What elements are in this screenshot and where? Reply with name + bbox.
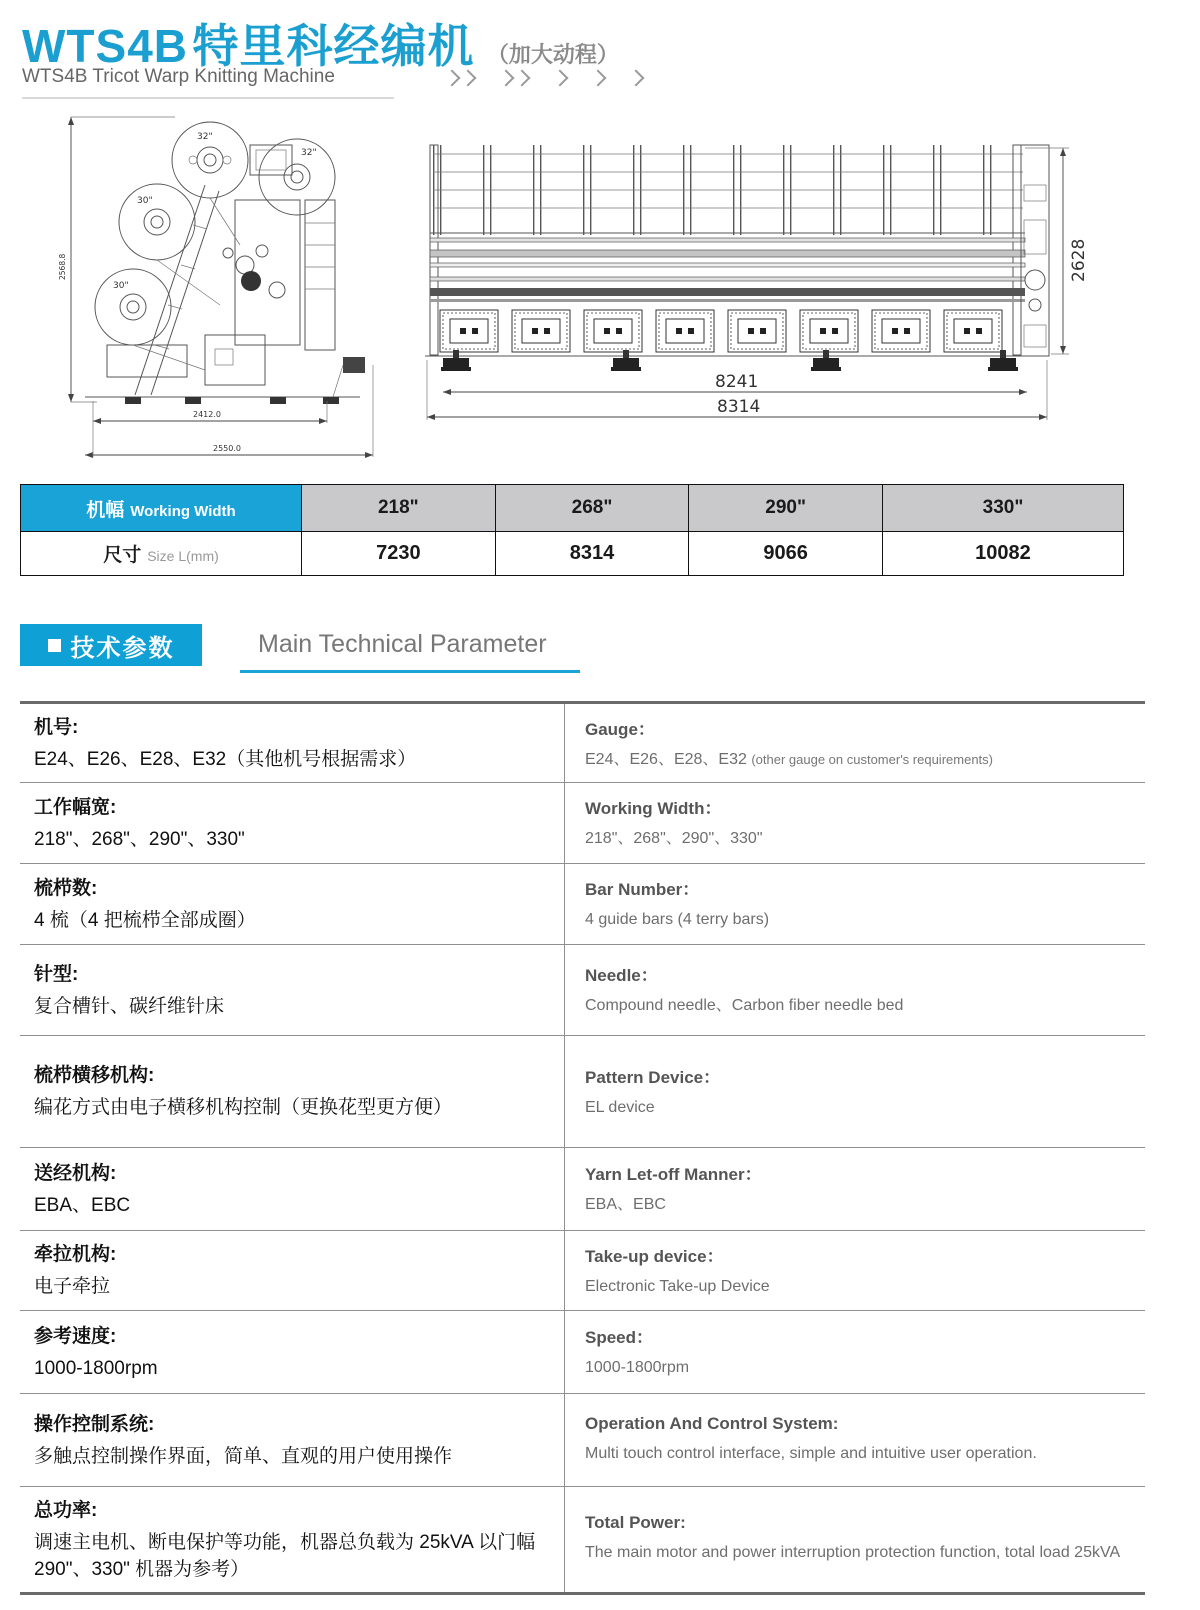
spec-en-value: Compound needle、Carbon fiber needle bed bbox=[585, 997, 904, 1015]
double-chevron-icon bbox=[442, 72, 474, 84]
spec-row-control-system bbox=[20, 1394, 1145, 1487]
machine-beams bbox=[430, 238, 1025, 302]
spec-row-yarn-letoff bbox=[20, 1148, 1145, 1231]
side-dim-inner: 2412.0 bbox=[193, 410, 221, 419]
square-bullet-icon bbox=[48, 639, 61, 652]
spec-en-cell bbox=[565, 864, 1145, 944]
warp-beam-2 bbox=[259, 139, 335, 215]
side-dim-outer: 2550.0 bbox=[213, 444, 241, 453]
spec-cn-cell bbox=[20, 1036, 565, 1147]
spec-en-value: Electronic Take-up Device bbox=[585, 1277, 770, 1295]
spec-table bbox=[20, 701, 1145, 1595]
spec-en-label: Working Width： bbox=[585, 799, 722, 819]
spec-row-pattern-device bbox=[20, 1036, 1145, 1148]
spec-en-value: The main motor and power interruption protection function, total load 25kVA bbox=[585, 1544, 1121, 1562]
size-table-header-label bbox=[21, 485, 302, 532]
spec-en-cell bbox=[565, 1036, 1145, 1147]
warp-beam-1 bbox=[172, 122, 248, 198]
side-bottom-dimensions bbox=[85, 365, 373, 458]
size-col-3: 290" bbox=[689, 485, 883, 532]
spec-en-value: 218"、268"、290"、330" bbox=[585, 830, 763, 848]
spec-row-total-power bbox=[20, 1487, 1145, 1592]
machine-feet bbox=[441, 350, 1018, 371]
working-width-table bbox=[20, 484, 1124, 576]
spec-en-value: 1000-1800rpm bbox=[585, 1359, 690, 1377]
spec-cn-cell bbox=[20, 704, 565, 782]
spec-row-needle bbox=[20, 945, 1145, 1036]
spec-cn-value: 编花方式由电子横移机构控制（更换花型更方便） bbox=[34, 1097, 453, 1119]
spec-cn-cell bbox=[20, 945, 565, 1035]
size-table-row-label bbox=[21, 532, 302, 576]
spec-cn-value: EBA、EBC bbox=[34, 1194, 131, 1216]
spec-cn-label: 梳栉横移机构: bbox=[34, 1065, 155, 1087]
spec-cn-cell bbox=[20, 1311, 565, 1393]
spec-en-value-text: E24、E26、E28、E32 bbox=[585, 750, 752, 768]
spec-cn-value: 多触点控制操作界面，简单、直观的用户使用操作 bbox=[34, 1445, 453, 1467]
spec-cn-cell bbox=[20, 1487, 565, 1592]
size-col-2: 268" bbox=[495, 485, 689, 532]
double-chevron-icon bbox=[496, 72, 528, 84]
single-chevron-icon bbox=[588, 72, 604, 84]
spec-en-value: EBA、EBC bbox=[585, 1196, 666, 1214]
spec-row-bar-number bbox=[20, 864, 1145, 945]
single-chevron-icon bbox=[626, 72, 642, 84]
spec-en-label: Take-up device： bbox=[585, 1246, 724, 1266]
section-title-en: Main Technical Parameter bbox=[258, 630, 547, 658]
machine-side-view-drawing bbox=[55, 105, 405, 465]
beam-label-1: 32" bbox=[197, 132, 213, 142]
spec-en-value: Multi touch control interface, simple and intuitive user operation. bbox=[585, 1444, 1037, 1462]
spec-row-working-width bbox=[20, 783, 1145, 864]
spec-cn-value: 电子牵拉 bbox=[34, 1276, 111, 1298]
spec-row-takeup bbox=[20, 1231, 1145, 1311]
spec-cn-label: 机号: bbox=[34, 717, 79, 738]
spec-cn-value: 调速主电机、断电保护等功能，机器总负载为 25kVA 以门幅 290"、330" 机器为参考） bbox=[34, 1531, 536, 1581]
spec-cn-label: 操作控制系统: bbox=[34, 1413, 155, 1435]
size-val-4: 10082 bbox=[882, 532, 1123, 576]
spec-en-note: (other gauge on customer's requirements) bbox=[751, 751, 993, 767]
spec-cn-label: 针型: bbox=[34, 963, 79, 985]
spec-en-value: EL device bbox=[585, 1098, 655, 1116]
spec-en-label: Needle： bbox=[585, 966, 658, 986]
spec-en-cell bbox=[565, 783, 1145, 863]
spec-cn-label: 牵拉机构: bbox=[34, 1244, 117, 1266]
spec-en-label: Pattern Device： bbox=[585, 1067, 721, 1087]
side-dim-height: 2568.8 bbox=[58, 253, 67, 280]
spec-en-label: Gauge： bbox=[585, 719, 655, 739]
spec-en-label: Operation And Control System: bbox=[585, 1413, 839, 1433]
chevrons-row bbox=[420, 72, 642, 84]
title-model: WTS4B bbox=[22, 20, 188, 72]
front-dim-height: 2628 bbox=[1069, 238, 1089, 282]
beam-label-4: 30" bbox=[113, 281, 129, 291]
title-suffix: （加大动程） bbox=[486, 42, 619, 67]
beam-label-2: 32" bbox=[301, 148, 317, 158]
spec-cn-value: 218"、268"、290"、330" bbox=[34, 828, 245, 850]
page-subtitle: WTS4B Tricot Warp Knitting Machine bbox=[22, 66, 394, 99]
warp-beam-4 bbox=[95, 269, 171, 345]
size-val-2: 8314 bbox=[495, 532, 689, 576]
spec-en-cell bbox=[565, 1231, 1145, 1310]
front-dim-inner: 8241 bbox=[715, 372, 759, 392]
spec-cn-value: 1000-1800rpm bbox=[34, 1357, 158, 1379]
size-val-3: 9066 bbox=[689, 532, 883, 576]
size-table-value-row bbox=[21, 532, 1124, 576]
spec-row-gauge bbox=[20, 704, 1145, 783]
spec-en-label: Speed： bbox=[585, 1328, 654, 1348]
spec-en-label: Bar Number： bbox=[585, 880, 700, 900]
section-badge bbox=[20, 624, 202, 666]
spec-en-label: Yarn Let-off Manner： bbox=[585, 1165, 762, 1185]
spec-cn-label: 总功率: bbox=[34, 1499, 98, 1521]
spec-en-cell bbox=[565, 945, 1145, 1035]
machine-frame bbox=[85, 145, 365, 404]
section-underline bbox=[240, 670, 580, 673]
spec-cn-label: 送经机构: bbox=[34, 1162, 117, 1184]
spec-cn-cell bbox=[20, 1394, 565, 1486]
machine-front-view-drawing bbox=[415, 130, 1095, 430]
size-row-cn: 尺寸 bbox=[103, 545, 142, 566]
spec-cn-label: 梳栉数: bbox=[34, 877, 98, 899]
spec-cn-cell bbox=[20, 1231, 565, 1310]
spec-en-label: Total Power: bbox=[585, 1513, 686, 1533]
size-val-1: 7230 bbox=[302, 532, 496, 576]
spec-cn-cell bbox=[20, 864, 565, 944]
spec-row-speed bbox=[20, 1311, 1145, 1394]
spec-en-cell bbox=[565, 1487, 1145, 1592]
spec-cn-cell bbox=[20, 783, 565, 863]
size-header-en: Working Width bbox=[130, 502, 236, 520]
spec-cn-value: E24、E26、E28、E32（其他机号根据需求） bbox=[34, 749, 417, 770]
spec-cn-cell bbox=[20, 1148, 565, 1230]
spec-cn-label: 工作幅宽: bbox=[34, 796, 117, 818]
spec-en-cell bbox=[565, 1394, 1145, 1486]
spec-en-value bbox=[585, 749, 1131, 771]
section-badge-label: 技术参数 bbox=[70, 634, 175, 662]
size-header-cn: 机幅 bbox=[86, 499, 125, 521]
front-dim-outer: 8314 bbox=[717, 397, 761, 417]
beam-label-3: 30" bbox=[137, 196, 153, 206]
size-col-1: 218" bbox=[302, 485, 496, 532]
title-cn: 特里科经编机 bbox=[192, 20, 475, 72]
single-chevron-icon bbox=[550, 72, 566, 84]
base-panels bbox=[425, 310, 1049, 356]
spec-cn-value: 复合槽针、碳纤维针床 bbox=[34, 995, 225, 1017]
size-row-en: Size L(mm) bbox=[147, 548, 219, 564]
spec-en-cell bbox=[565, 1148, 1145, 1230]
spec-cn-label: 参考速度: bbox=[34, 1325, 117, 1347]
spec-en-cell bbox=[565, 1311, 1145, 1393]
spec-en-value: 4 guide bars (4 terry bars) bbox=[585, 911, 770, 929]
spec-cn-value: 4 梳（4 把梳栉全部成圈） bbox=[34, 909, 256, 931]
size-table-header-row bbox=[21, 485, 1124, 532]
size-col-4: 330" bbox=[882, 485, 1123, 532]
spec-en-cell bbox=[565, 704, 1145, 782]
